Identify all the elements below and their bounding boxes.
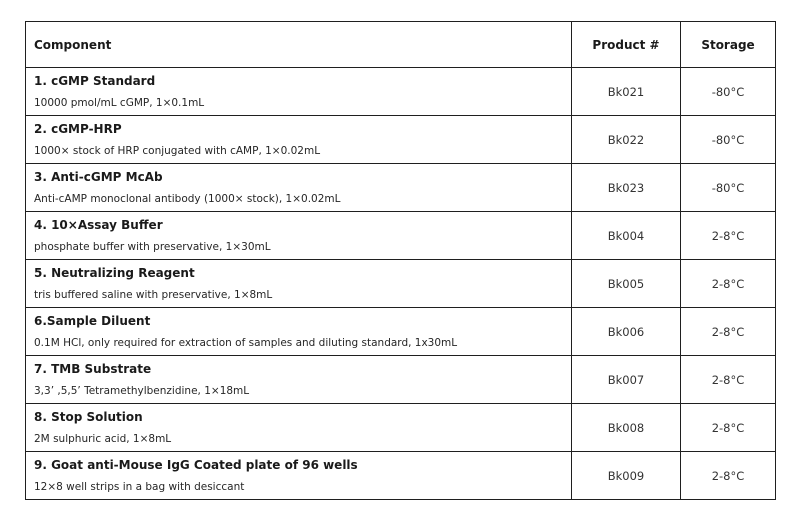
component-cell [26, 116, 572, 164]
component-description: Anti-cAMP monoclonal antibody (1000× stock), 1×0.02mL [34, 193, 341, 205]
storage-temperature: -80°C [681, 116, 776, 164]
component-description: tris buffered saline with preservative, 1×8mL [34, 289, 273, 301]
component-description: 2M sulphuric acid, 1×8mL [34, 433, 172, 445]
component-name: 4. 10×Assay Buffer [34, 218, 163, 232]
table-row [26, 404, 776, 452]
storage-temperature: 2-8°C [681, 308, 776, 356]
table-row [26, 356, 776, 404]
table-row [26, 308, 776, 356]
component-name: 2. cGMP-HRP [34, 122, 122, 136]
header-product-number: Product # [572, 22, 681, 68]
table-header-row [26, 22, 776, 68]
component-name: 9. Goat anti-Mouse IgG Coated plate of 96 wells [34, 458, 358, 472]
product-number: Bk021 [572, 68, 681, 116]
component-cell [26, 260, 572, 308]
product-number: Bk022 [572, 116, 681, 164]
product-number: Bk007 [572, 356, 681, 404]
storage-temperature: -80°C [681, 68, 776, 116]
component-description: 10000 pmol/mL cGMP, 1×0.1mL [34, 97, 205, 109]
storage-temperature: 2-8°C [681, 260, 776, 308]
component-name: 5. Neutralizing Reagent [34, 266, 195, 280]
component-cell [26, 164, 572, 212]
storage-temperature: 2-8°C [681, 452, 776, 500]
component-cell [26, 404, 572, 452]
component-name: 7. TMB Substrate [34, 362, 152, 376]
storage-temperature: 2-8°C [681, 212, 776, 260]
storage-temperature: -80°C [681, 164, 776, 212]
product-number: Bk005 [572, 260, 681, 308]
storage-temperature: 2-8°C [681, 404, 776, 452]
component-description: 3,3’ ,5,5’ Tetramethylbenzidine, 1×18mL [34, 385, 250, 397]
component-cell [26, 308, 572, 356]
component-description: 0.1M HCl, only required for extraction of samples and diluting standard, 1x30mL [34, 337, 458, 349]
storage-temperature: 2-8°C [681, 356, 776, 404]
kit-components-table [25, 21, 776, 500]
table-row [26, 452, 776, 500]
product-number: Bk008 [572, 404, 681, 452]
component-cell [26, 212, 572, 260]
component-description: 12×8 well strips in a bag with desiccant [34, 481, 245, 493]
table-row [26, 164, 776, 212]
component-cell [26, 356, 572, 404]
component-name: 6.Sample Diluent [34, 314, 151, 328]
product-number: Bk009 [572, 452, 681, 500]
component-name: 3. Anti-cGMP McAb [34, 170, 163, 184]
table-row [26, 212, 776, 260]
component-description: 1000× stock of HRP conjugated with cAMP, 1×0.02mL [34, 145, 321, 157]
component-cell [26, 68, 572, 116]
component-description: phosphate buffer with preservative, 1×30mL [34, 241, 271, 253]
component-name: 1. cGMP Standard [34, 74, 156, 88]
product-number: Bk023 [572, 164, 681, 212]
table-row [26, 68, 776, 116]
component-name: 8. Stop Solution [34, 410, 143, 424]
component-cell [26, 452, 572, 500]
table-row [26, 260, 776, 308]
product-number: Bk006 [572, 308, 681, 356]
header-storage: Storage [681, 22, 776, 68]
product-number: Bk004 [572, 212, 681, 260]
table-row [26, 116, 776, 164]
header-component: Component [26, 22, 572, 68]
